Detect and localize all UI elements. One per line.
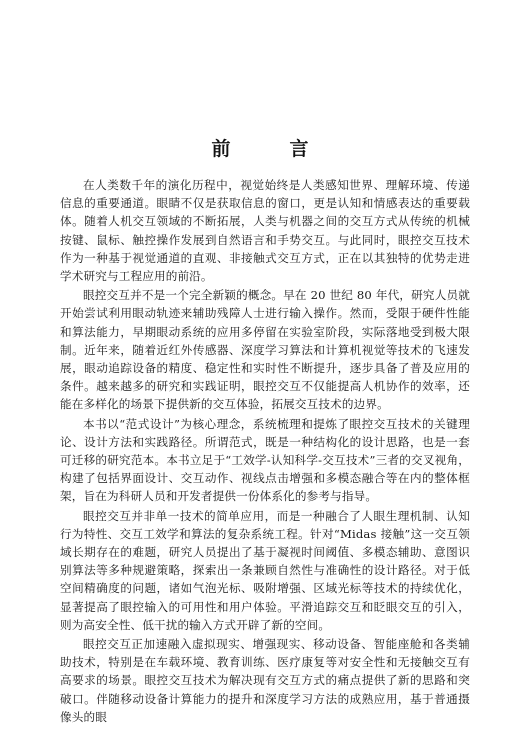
- paragraph-3: 本书以“范式设计”为核心理念，系统梳理和提炼了眼控交互技术的关键理论、设计方法和实践路径。所谓范式，既是一种结构化的设计思路，也是一套可迁移的研究范本。本书立足于“工效学-认知科学-交互技术”三者的交叉视角，构建了包括界面设计、交互动作、视线点击增强和多模态融合等在内的整体框架，旨在为科研人员和开发者提供一份体系化的参考与指导。: [60, 416, 470, 504]
- paragraph-2: 眼控交互并不是一个完全新颖的概念。早在 20 世纪 80 年代，研究人员就开始尝试利用眼动轨迹来辅助残障人士进行输入操作。然而，受限于硬件性能和算法能力，早期眼动系统的应用多停留在实验室阶段，实际落地受到极大限制。近年来，随着近红外传感器、深度学习算法和计算机视觉等技术的飞速发展，眼动追踪设备的精度、稳定性和实时性不断提升，逐步具备了普及应用的条件。越来越多的研究和实践证明，眼控交互不仅能提高人机协作的效率，还能在多样化的场景下提供新的交互体验，拓展交互技术的边界。: [60, 288, 470, 412]
- paragraph-1: 在人类数千年的演化历程中，视觉始终是人类感知世界、理解环境、传递信息的重要通道。眼睛不仅是获取信息的窗口，更是认知和情感表达的重要载体。随着人机交互领域的不断拓展，人类与机器之间的交互方式从传统的机械按键、鼠标、触控操作发展到自然语言和手势交互。与此同时，眼控交互技术作为一种基于视觉通道的直观、非接触式交互方式，正在以其独特的优势走进学术研究与工程应用的前沿。: [60, 178, 470, 284]
- body-text: [60, 176, 470, 727]
- paragraph-4: 眼控交互并非单一技术的简单应用，而是一种融合了人眼生理机制、认知行为特性、交互工效学和算法的复杂系统工程。针对“Midas 接触”这一交互领域长期存在的难题，研究人员提出了基于凝视时间阈值、多模态辅助、意图识别算法等多种规避策略，探索出一条兼顾自然性与准确性的设计路径。对于低空间精确度的问题，诸如气泡光标、吸附增强、区域光标等技术的持续优化，显著提高了眼控输入的可用性和用户体验。平滑追踪交互和眨眼交互的引入，则为高安全性、低干扰的输入方式开辟了新的空间。: [60, 508, 470, 632]
- paragraph-5: 眼控交互正加速融入虚拟现实、增强现实、移动设备、智能座舱和各类辅助技术，特别是在车载环境、教育训练、医疗康复等对安全性和无接触交互有高要求的场景。眼控交互技术为解决现有交互方式的痛点提供了新的思路和突破口。伴随移动设备计算能力的提升和深度学习方法的成熟应用，基于普通摄像头的眼: [60, 637, 470, 724]
- page-title: 前 言: [211, 138, 329, 160]
